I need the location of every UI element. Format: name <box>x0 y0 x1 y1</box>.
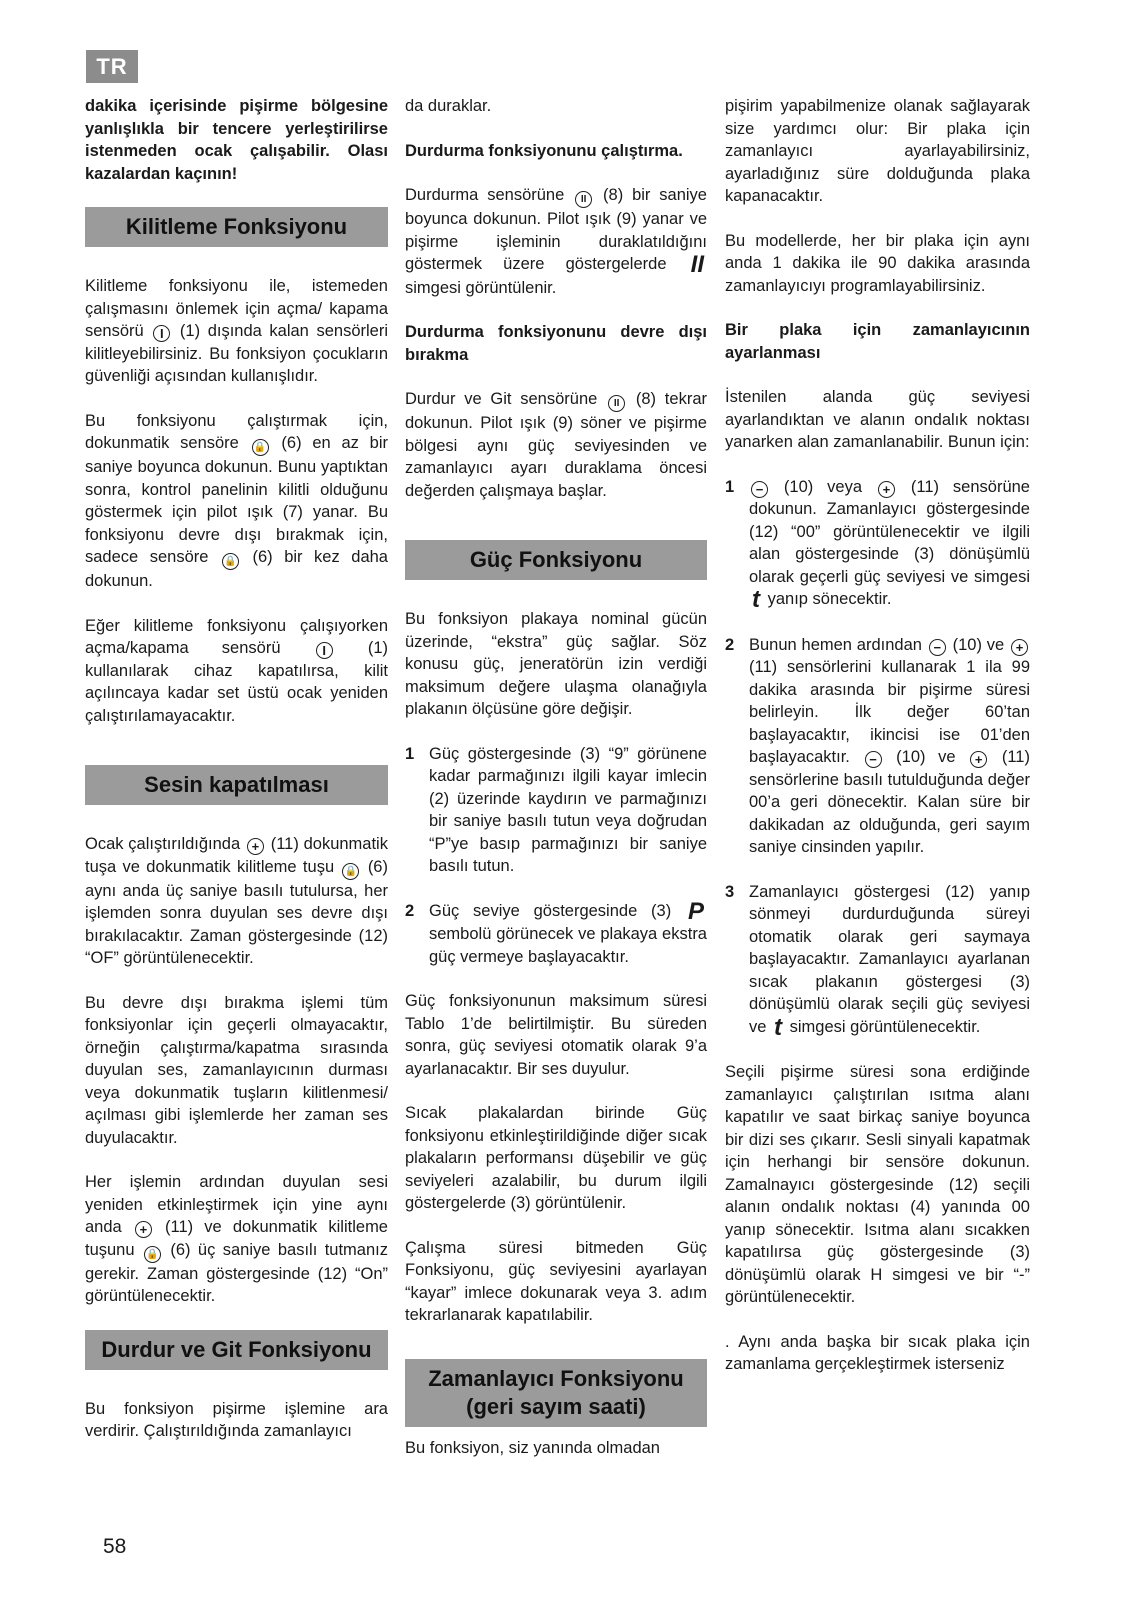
text: Bunun hemen ardından <box>749 635 922 654</box>
text: (11) dokunmatik tuşa ve dokunmatik kilitleme tuşu <box>85 835 388 876</box>
lock-icon: 🔒 <box>342 863 359 880</box>
sound-paragraph-1 <box>85 833 388 970</box>
step-number: 1 <box>405 744 415 763</box>
timer-step-2 <box>725 634 1030 859</box>
text: (10) veya <box>783 477 863 496</box>
page-number: 58 <box>103 1535 127 1558</box>
text: (11) sensörlerine basılı tutulduğunda değer 00’a geri dönecektir. Kalan süre bir dakikadan az olduğunda, geri sayım saniye cinsinden yapılır. <box>749 748 1030 856</box>
timer-set-subheading: Bir plaka için zamanlayıcının ayarlanması <box>725 321 1030 362</box>
pause-deactivate-text <box>405 388 707 502</box>
timer-display-icon: t <box>752 586 760 613</box>
timer-display-icon: t <box>774 1013 783 1041</box>
pause-paragraph-1: Bu fonksiyon pişirme işlemine ara verdirir. Çalıştırıldığında zamanlayıcı <box>85 1399 388 1440</box>
column-right <box>725 95 1030 1398</box>
power-paragraph-1: Bu fonksiyon plakaya nominal gücün üzerinde, “ekstra” güç sağlar. Söz konusu güç, jeneratörün izin verdiği maksimum değere ulaşma olanağıyla plakanın ölçüsüne göre değişir. <box>405 610 707 718</box>
timer-paragraph-cont: pişirim yapabilmenize olanak sağlayarak size yardımcı olur: Bir plaka için zamanlayıcı ayarlayabilirsiniz, ayarladığınız süre dolduğunda plaka kapanacaktır. <box>725 97 1030 205</box>
lock-function-heading: Kilitleme Fonksiyonu <box>85 207 388 247</box>
text: (8) tekrar dokunun. Pilot ışık (9) söner ve pişirme bölgesi aynı güç seviyesinden ve zamanlayıcı ayarı duraklama öncesi değerden çalışmaya başlar. <box>405 390 707 500</box>
text: (11) sensörüne dokunun. Zamanlayıcı göstergesinde (12) “00” görüntülenecektir ve ilgili alan göstergesinde (3) dönüşümlü olarak geçerli güç seviyesi ve simgesi <box>749 477 1030 586</box>
text: (1) dışında kalan sensörleri kilitleyebilirsiniz. Bu fonksiyon çocukların güvenliği açısından kullanışlıdır. <box>85 322 388 385</box>
minus-icon: − <box>929 639 946 656</box>
pause-activate-text <box>405 184 707 299</box>
text: (6) aynı anda üç saniye basılı tutulursa, her işlemden sonra duyulan ses devre dışı bırakılacaktır. Zaman göstergesinde (12) “OF” görüntülenecektir. <box>85 857 388 967</box>
plus-icon: + <box>135 1221 152 1238</box>
text: (6) bir kez daha dokunun. <box>85 548 388 590</box>
timer-paragraph-2: Bu modellerde, her bir plaka için aynı anda 1 dakika ile 90 dakika arasında zamanlayıcıyı programlayabilirsiniz. <box>725 231 1030 295</box>
text: Eğer kilitleme fonksiyonu çalışıyorken açma/kapama sensörü <box>85 616 388 657</box>
lock-icon: 🔒 <box>144 1246 161 1263</box>
power-icon: I <box>316 642 333 659</box>
pause-icon: II <box>575 191 592 208</box>
power-icon: I <box>153 325 170 342</box>
heading-line-1: Zamanlayıcı Fonksiyonu <box>428 1365 684 1391</box>
pause-display-icon: II <box>690 251 704 278</box>
pause-activate-subheading: Durdurma fonksiyonunu çalıştırma. <box>405 141 683 160</box>
text: (10) ve <box>952 635 1005 654</box>
text: Ocak çalıştırıldığında <box>85 835 241 853</box>
text: Güç seviye göstergesinde (3) <box>429 901 672 920</box>
lock-icon: 🔒 <box>222 553 239 570</box>
step-text <box>429 897 707 969</box>
power-paragraph-2: Güç fonksiyonunun maksimum süresi Tablo 1’de belirtilmiştir. Bu süreden sonra, güç seviyesi otomatik olarak 9’a ayarlanacaktır. Bir ses duyulur. <box>405 992 707 1078</box>
heading-line-2: (geri sayım saati) <box>466 1393 646 1419</box>
timer-paragraph-1: Bu fonksiyon, siz yanında olmadan <box>405 1438 660 1457</box>
text: sembolü görünecek ve plakaya ekstra güç vermeye başlayacaktır. <box>429 925 707 966</box>
column-middle <box>405 95 707 1481</box>
text: (8) bir saniye boyunca dokunun. Pilot ışık (9) yanar ve pişirme işleminin duraklatıldığını göstermek üzere göstergelerde <box>405 186 707 273</box>
text: (10) ve <box>896 748 956 766</box>
step-text <box>749 881 1030 1040</box>
step-number: 3 <box>725 882 735 901</box>
power-function-heading: Güç Fonksiyonu <box>405 540 707 580</box>
lock-paragraph-2 <box>85 410 388 593</box>
text: (11) sensörlerini kullanarak 1 ila 99 dakika arasında bir pişirme süresi belirleyin. İlk değer 60’tan başlayacaktır, ikincisi ise 01’den başlayacaktır. <box>749 658 1030 766</box>
timer-paragraph-3: İstenilen alanda güç seviyesi ayarlandıktan ve alanın ondalık noktası yanarken alan zamanlanabilir. Bunun için: <box>725 388 1030 451</box>
sound-paragraph-3 <box>85 1171 388 1308</box>
power-paragraph-4: Çalışma süresi bitmeden Güç Fonksiyonu, güç seviyesini ayarlayan “kayar” imlece dokunarak veya 3. adım tekrarlanarak kapatılabilir. <box>405 1238 707 1324</box>
sound-paragraph-2: Bu devre dışı bırakma işlemi tüm fonksiyonlar için geçerli olmayacaktır, örneğin çalıştırma/kapatma sırasında duyulan ses, zamanlayıcının durması veya dokunmatik tuşların kilitlenmesi/ açılması gibi işlemlerde her zaman ses duyulacaktır. <box>85 993 388 1147</box>
lock-paragraph-3 <box>85 615 388 728</box>
text: Bu fonksiyonu çalıştırmak için, dokunmatik sensöre <box>85 411 388 452</box>
pause-deactivate-subheading: Durdurma fonksiyonunu devre dışı bırakma <box>405 323 707 364</box>
text: simgesi görüntülenir. <box>405 278 557 297</box>
power-paragraph-3: Sıcak plakalardan birinde Güç fonksiyonu etkinleştirildiğinde diğer sıcak plakaların performansı düşebilir ve güç seviyeleri azalabilir, bu durum ilgili göstergelerde (3) görüntülenir. <box>405 1104 707 1212</box>
timer-step-3 <box>725 881 1030 1040</box>
text: yanıp sönecektir. <box>767 590 892 608</box>
pause-icon: II <box>608 395 625 412</box>
text: (1) kullanılarak cihaz kapatılırsa, kilit açılıncaya kadar set üstü ocak yeniden çalıştırılamayacaktır. <box>85 639 389 725</box>
step-text <box>749 476 1030 612</box>
plus-icon: + <box>1011 639 1028 656</box>
text: simgesi görüntülenecektir. <box>789 1017 981 1036</box>
text: Durdurma sensörüne <box>405 186 565 204</box>
power-p-display-icon: P <box>687 897 704 925</box>
text: (11) ve dokunmatik kilitleme tuşunu <box>85 1218 388 1259</box>
text: Kilitleme fonksiyonu ile, istemeden çalışmasını önlemek için açma/ kapama sensörü <box>85 277 388 340</box>
plus-icon: + <box>878 481 895 498</box>
text: (6) üç saniye basılı tutmanız gerekir. Zaman göstergesinde (12) “On” görüntülenecektir. <box>85 1240 388 1305</box>
step-number: 2 <box>725 635 735 654</box>
column-left <box>85 95 388 1465</box>
timer-function-heading <box>405 1359 707 1427</box>
plus-icon: + <box>247 838 264 855</box>
text: Her işlemin ardından duyulan sesi yeniden etkinleştirmek için yine aynı anda <box>85 1173 388 1236</box>
text: Durdur ve Git sensörüne <box>405 390 598 408</box>
language-tag: TR <box>86 50 138 83</box>
plus-icon: + <box>970 751 987 768</box>
timer-paragraph-5: . Aynı anda başka bir sıcak plaka için zamanlama gerçekleştirmek isterseniz <box>725 1332 1030 1373</box>
warning-text: dakika içerisinde pişirme bölgesine yanlışlıkla bir tencere yerleştirilirse istenmeden ocak çalışabilir. Olası kazalardan kaçının! <box>85 97 388 183</box>
text: (6) en az bir saniye boyunca dokunun. Bunu yaptıktan sonra, kontrol panelinin kilitli olduğunu göstermek için pilot ışık (7) yanar. Bu fonksiyonu devre dışı bırakmak için, sadece sensöre <box>85 434 389 566</box>
power-step-1 <box>405 743 707 878</box>
step-text <box>749 634 1030 859</box>
minus-icon: − <box>751 481 768 498</box>
pause-continued: da duraklar. <box>405 97 492 115</box>
step-number: 1 <box>725 477 735 496</box>
text: Zamanlayıcı göstergesi (12) yanıp sönmeyi durdurduğunda süreyi otomatik olarak geri saymaya başlayacaktır. Zamanlayıcı ayarlanan sıcak plakanın göstergesi (3) dönüşümlü olarak seçili güç seviyesi ve <box>749 882 1030 1036</box>
timer-paragraph-4: Seçili pişirme süresi sona erdiğinde zamanlayıcı çalıştırılan ısıtma alanı kapatılır ve saat birkaç saniye boyunca bir dizi ses çıkarır. Sesli sinyali kapatmak için herhangi bir sensöre dokunun. Zamalnayıcı göstergesinde (12) seçili alanın ondalık noktası (4) yanında 00 yanıp sönecektir. Isıtma alanı sıcakken kapatılırsa güç göstergesinde (3) dönüşümlü olarak H simgesi ve bir “-” görüntülenecektir. <box>725 1063 1030 1306</box>
step-text: Güç göstergesinde (3) “9” görünene kadar parmağınızı ilgili kayar imlecin (2) üzerinde kaydırın ve parmağınızı bir saniye basılı tutun veya doğrudan “P”ye basıp parmağınızı bir saniye basılı tutun. <box>429 744 707 875</box>
timer-step-1 <box>725 476 1030 612</box>
step-number: 2 <box>405 901 415 920</box>
lock-icon: 🔒 <box>252 439 269 456</box>
lock-paragraph-1 <box>85 275 388 388</box>
minus-icon: − <box>865 751 882 768</box>
pause-go-heading: Durdur ve Git Fonksiyonu <box>85 1330 388 1370</box>
sound-off-heading: Sesin kapatılması <box>85 765 388 805</box>
power-step-2 <box>405 897 707 969</box>
